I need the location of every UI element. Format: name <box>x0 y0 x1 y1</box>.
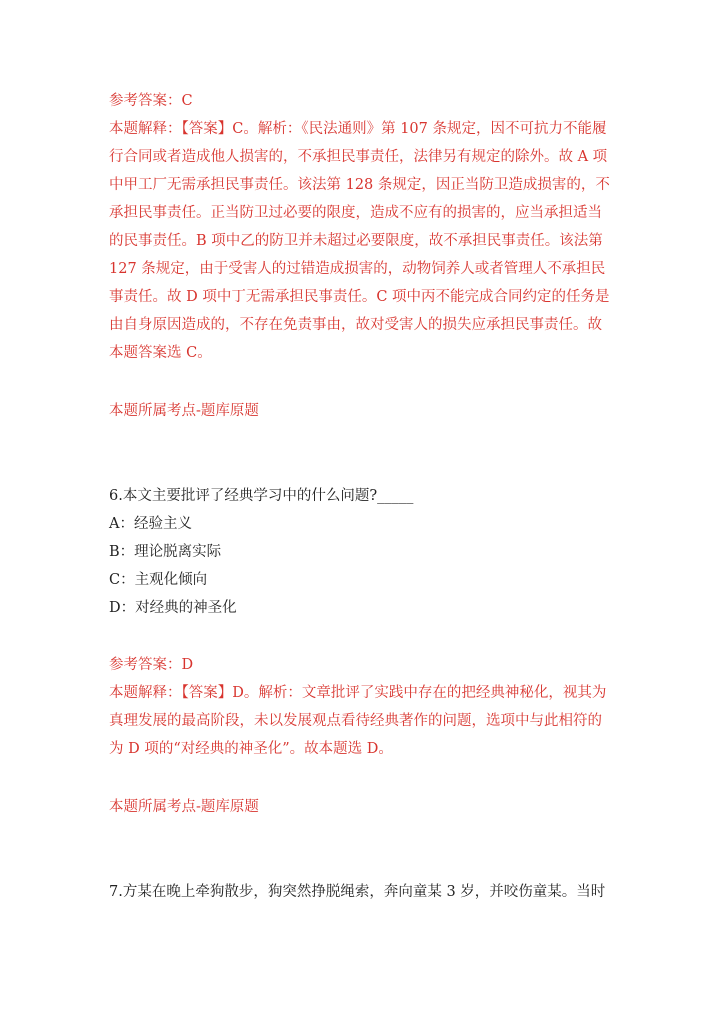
q6-explanation-line: 真理发展的最高阶段，未以发展观点看待经典著作的问题，选项中与此相符的 <box>109 713 602 729</box>
q6-option-a: A：经验主义 <box>109 516 192 532</box>
q6-explanation-line: 为 D 项的“对经典的神圣化”。故本题选 D。 <box>109 741 393 757</box>
q7-question: 7.方某在晚上牵狗散步，狗突然挣脱绳索，奔向童某 3 岁，并咬伤童某。当时 <box>109 884 606 900</box>
q5-answer: 参考答案：C <box>109 93 193 109</box>
q5-explanation-line: 由自身原因造成的，不存在免责事由，故对受害人的损失应承担民事责任。故 <box>109 317 602 333</box>
q5-explanation-line: 本题答案选 C。 <box>109 345 212 361</box>
q6-explanation-line: 本题解释：【答案】D。解析：文章批评了实践中存在的把经典神秘化，视其为 <box>109 685 607 701</box>
q6-option-d: D：对经典的神圣化 <box>109 600 237 616</box>
q5-source: 本题所属考点-题库原题 <box>109 403 259 419</box>
q6-option-b: B：理论脱离实际 <box>109 544 222 560</box>
q5-explanation-line: 承担民事责任。正当防卫过必要的限度，造成不应有的损害的，应当承担适当 <box>109 205 602 221</box>
q6-option-c: C：主观化倾向 <box>109 572 208 588</box>
q6-answer: 参考答案：D <box>109 657 194 673</box>
q6-source: 本题所属考点-题库原题 <box>109 799 259 815</box>
q5-explanation-line: 的民事责任。B 项中乙的防卫并未超过必要限度，故不承担民事责任。该法第 <box>109 233 603 249</box>
q5-explanation-line: 127 条规定，由于受害人的过错造成损害的，动物饲养人或者管理人不承担民 <box>109 261 606 277</box>
q6-question: 6.本文主要批评了经典学习中的什么问题?_____ <box>109 488 414 504</box>
q5-explanation-line: 事责任。故 D 项中丁无需承担民事责任。C 项中丙不能完成合同约定的任务是 <box>109 289 610 305</box>
q5-explanation-line: 本题解释：【答案】C。解析：《民法通则》第 107 条规定，因不可抗力不能履 <box>109 121 607 137</box>
q5-explanation-line: 中甲工厂无需承担民事责任。该法第 128 条规定，因正当防卫造成损害的，不 <box>109 177 610 193</box>
q5-explanation-line: 行合同或者造成他人损害的，不承担民事责任，法律另有规定的除外。故 A 项 <box>109 149 608 165</box>
